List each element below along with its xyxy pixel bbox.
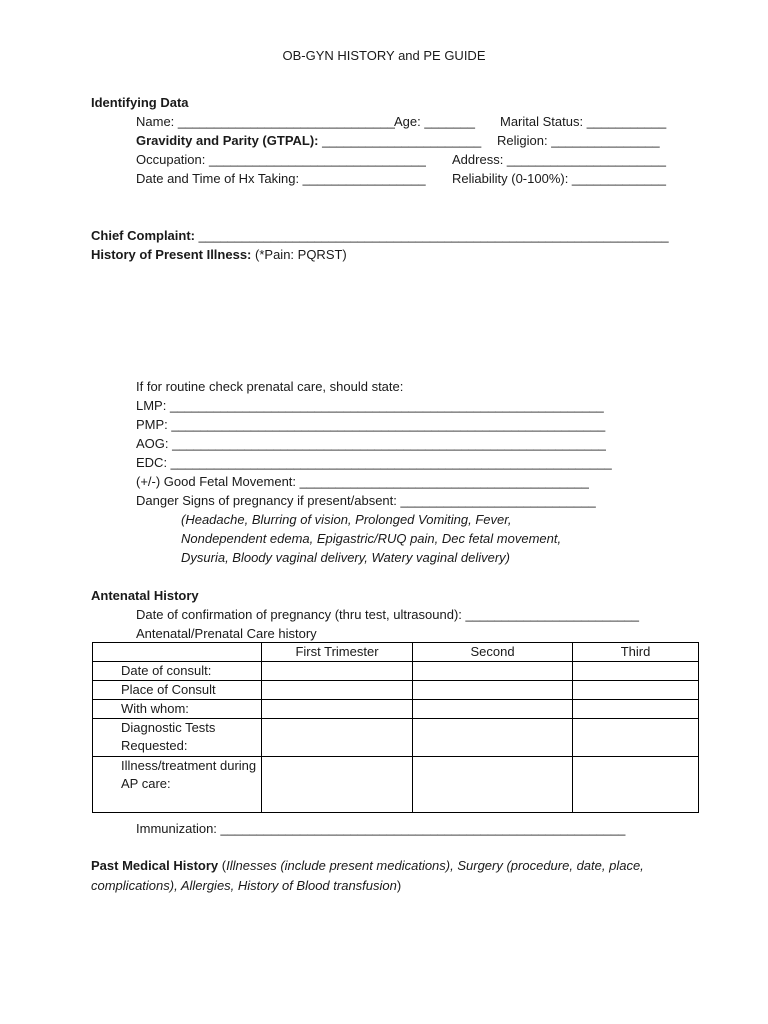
table-row (93, 719, 699, 757)
hpi-label: History of Present Illness: (91, 247, 252, 262)
lmp-field[interactable]: LMP: ____________________________________________________________ (136, 398, 604, 413)
marital-status-field[interactable]: Marital Status: ___________ (500, 114, 667, 129)
history-datetime-field[interactable]: Date and Time of Hx Taking: _________________ (136, 171, 426, 186)
column-header (93, 643, 262, 662)
table-row (93, 700, 699, 719)
table-row (93, 681, 699, 700)
row-label: Illness/treatment during AP care: (93, 757, 262, 813)
antenatal-history-heading: Antenatal History (91, 588, 199, 603)
identifying-data-heading: Identifying Data (91, 95, 189, 110)
row-label: With whom: (93, 700, 262, 719)
close-paren: ) (396, 878, 402, 893)
chief-complaint-line: _________________________________________________________________ (198, 228, 669, 243)
pmh-description: Illnesses (include present medications), Surgery (procedure, date, place, (226, 858, 644, 873)
column-header: Second (413, 643, 573, 662)
fetal-movement-field[interactable]: (+/-) Good Fetal Movement: ________________________________________ (136, 474, 589, 489)
row-label: Date of consult: (93, 662, 262, 681)
chief-complaint-field[interactable] (91, 227, 669, 245)
table-cell[interactable] (413, 757, 573, 813)
table-row (93, 757, 699, 813)
table-cell[interactable] (262, 681, 413, 700)
table-cell[interactable] (413, 700, 573, 719)
table-cell[interactable] (573, 681, 699, 700)
table-cell[interactable] (573, 757, 699, 813)
gtpal-label: Gravidity and Parity (GTPAL): (136, 133, 319, 148)
table-cell[interactable] (413, 681, 573, 700)
past-medical-history-label: Past Medical History (91, 858, 219, 873)
table-cell[interactable] (262, 757, 413, 813)
past-medical-history-line-2 (91, 877, 401, 895)
gtpal-line: ______________________ (322, 133, 482, 148)
table-row (93, 662, 699, 681)
address-field[interactable]: Address: ______________________ (452, 152, 666, 167)
danger-signs-list-line: (Headache, Blurring of vision, Prolonged Vomiting, Fever, (181, 512, 512, 527)
table-cell[interactable] (262, 700, 413, 719)
gtpal-field[interactable] (136, 132, 481, 150)
occupation-field[interactable]: Occupation: ______________________________ (136, 152, 426, 167)
chief-complaint-label: Chief Complaint: (91, 228, 195, 243)
pmp-field[interactable]: PMP: ____________________________________________________________ (136, 417, 606, 432)
religion-field[interactable]: Religion: _______________ (497, 133, 660, 148)
reliability-field[interactable]: Reliability (0-100%): _____________ (452, 171, 666, 186)
age-field[interactable]: Age: _______ (394, 114, 475, 129)
immunization-field[interactable]: Immunization: ________________________________________________________ (136, 821, 626, 836)
table-cell[interactable] (262, 662, 413, 681)
hpi-row (91, 246, 347, 264)
prenatal-intro: If for routine check prenatal care, should state: (136, 379, 404, 394)
danger-signs-field[interactable]: Danger Signs of pregnancy if present/absent: ___________________________ (136, 493, 596, 508)
hpi-note: (*Pain: PQRST) (255, 247, 347, 262)
pregnancy-confirmation-field[interactable]: Date of confirmation of pregnancy (thru test, ultrasound): ________________________ (136, 607, 640, 622)
table-cell[interactable] (573, 662, 699, 681)
past-medical-history-line (91, 857, 644, 875)
danger-signs-list-line: Nondependent edema, Epigastric/RUQ pain, Dec fetal movement, (181, 531, 562, 546)
table-cell[interactable] (413, 719, 573, 757)
table-cell[interactable] (573, 700, 699, 719)
column-header: First Trimester (262, 643, 413, 662)
column-header: Third (573, 643, 699, 662)
row-label: Place of Consult (93, 681, 262, 700)
row-label: Diagnostic Tests Requested: (93, 719, 262, 757)
name-field[interactable]: Name: ______________________________ (136, 114, 395, 129)
table-cell[interactable] (262, 719, 413, 757)
edc-field[interactable]: EDC: _____________________________________________________________ (136, 455, 612, 470)
page-title: OB-GYN HISTORY and PE GUIDE (282, 48, 486, 63)
aog-field[interactable]: AOG: ____________________________________________________________ (136, 436, 606, 451)
prenatal-care-history-label: Antenatal/Prenatal Care history (136, 626, 317, 641)
table-cell[interactable] (573, 719, 699, 757)
table-cell[interactable] (413, 662, 573, 681)
open-paren: ( (221, 858, 227, 873)
table-header-row (93, 643, 699, 662)
pmh-description: complications), Allergies, History of Blood transfusion (91, 878, 397, 893)
prenatal-care-table (92, 642, 699, 813)
danger-signs-list-line: Dysuria, Bloody vaginal delivery, Watery vaginal delivery) (181, 550, 510, 565)
